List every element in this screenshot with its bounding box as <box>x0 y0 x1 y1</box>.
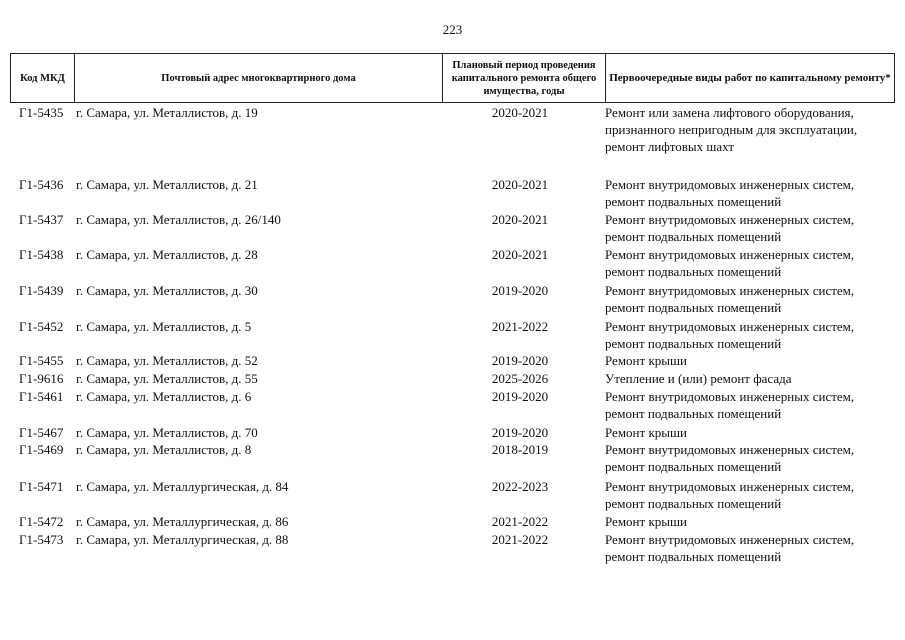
cell-period: 2020-2021 <box>491 212 549 227</box>
cell-works <box>605 352 900 369</box>
cell-works <box>605 388 900 422</box>
cell-works <box>605 318 900 352</box>
cell-period: 2022-2023 <box>491 479 549 494</box>
works-line: ремонт подвальных помещений <box>605 300 782 315</box>
cell-address: г. Самара, ул. Металлистов, д. 26/140 <box>76 212 281 227</box>
cell-works <box>605 282 900 316</box>
cell-code: Г1-5455 <box>19 353 64 368</box>
cell-period: 2021-2022 <box>491 532 549 547</box>
cell-address: г. Самара, ул. Металлистов, д. 30 <box>76 283 258 298</box>
works-line: ремонт подвальных помещений <box>605 496 782 511</box>
cell-period: 2025-2026 <box>491 371 549 386</box>
works-line: Ремонт крыши <box>605 425 687 440</box>
cell-code: Г1-5437 <box>19 212 64 227</box>
cell-code: Г1-5436 <box>19 177 64 192</box>
works-line: Ремонт крыши <box>605 514 687 529</box>
works-line: Ремонт внутридомовых инженерных систем, <box>605 442 855 457</box>
works-line: Ремонт внутридомовых инженерных систем, <box>605 283 855 298</box>
cell-works <box>605 478 900 512</box>
cell-code: Г1-5473 <box>19 532 64 547</box>
cell-address: г. Самара, ул. Металлургическая, д. 88 <box>76 532 289 547</box>
cell-works <box>605 531 900 565</box>
cell-works <box>605 424 900 441</box>
cell-address: г. Самара, ул. Металлистов, д. 6 <box>76 389 252 404</box>
cell-works <box>605 211 900 245</box>
cell-code: Г1-5439 <box>19 283 64 298</box>
works-line: ремонт подвальных помещений <box>605 194 782 209</box>
works-line: ремонт подвальных помещений <box>605 459 782 474</box>
works-line: Ремонт внутридомовых инженерных систем, <box>605 212 855 227</box>
cell-works <box>605 246 900 280</box>
cell-code: Г1-5471 <box>19 479 64 494</box>
works-line: Ремонт внутридомовых инженерных систем, <box>605 177 855 192</box>
works-line: ремонт подвальных помещений <box>605 264 782 279</box>
cell-period: 2019-2020 <box>491 389 549 404</box>
cell-period: 2021-2022 <box>491 514 549 529</box>
works-line: Ремонт крыши <box>605 353 687 368</box>
cell-address: г. Самара, ул. Металлистов, д. 52 <box>76 353 258 368</box>
cell-works <box>605 370 900 387</box>
cell-address: г. Самара, ул. Металлистов, д. 19 <box>76 105 258 120</box>
cell-code: Г1-5461 <box>19 389 64 404</box>
works-line: Ремонт внутридомовых инженерных систем, <box>605 479 855 494</box>
works-line: Ремонт или замена лифтового оборудования, <box>605 105 854 120</box>
cell-period: 2018-2019 <box>491 442 549 457</box>
cell-works <box>605 104 900 155</box>
cell-address: г. Самара, ул. Металлистов, д. 70 <box>76 425 258 440</box>
works-line: Ремонт внутридомовых инженерных систем, <box>605 247 855 262</box>
works-line: Утепление и (или) ремонт фасада <box>605 371 792 386</box>
cell-code: Г1-5435 <box>19 105 64 120</box>
cell-address: г. Самара, ул. Металлургическая, д. 86 <box>76 514 289 529</box>
works-line: Ремонт внутридомовых инженерных систем, <box>605 389 855 404</box>
cell-period: 2021-2022 <box>491 319 549 334</box>
cell-address: г. Самара, ул. Металлистов, д. 55 <box>76 371 258 386</box>
cell-code: Г1-5469 <box>19 442 64 457</box>
header-address: Почтовый адрес многоквартирного дома <box>75 54 443 103</box>
works-line: ремонт подвальных помещений <box>605 549 782 564</box>
cell-period: 2019-2020 <box>491 283 549 298</box>
cell-works <box>605 441 900 475</box>
cell-address: г. Самара, ул. Металлистов, д. 8 <box>76 442 252 457</box>
cell-code: Г1-5472 <box>19 514 64 529</box>
cell-address: г. Самара, ул. Металлистов, д. 21 <box>76 177 258 192</box>
header-code: Код МКД <box>11 54 75 103</box>
cell-period: 2019-2020 <box>491 425 549 440</box>
cell-works <box>605 176 900 210</box>
page-number: 223 <box>442 22 463 37</box>
works-line: ремонт лифтовых шахт <box>605 139 735 154</box>
cell-works <box>605 513 900 530</box>
cell-address: г. Самара, ул. Металлистов, д. 28 <box>76 247 258 262</box>
cell-period: 2020-2021 <box>491 177 549 192</box>
cell-period: 2020-2021 <box>491 247 549 262</box>
works-line: Ремонт внутридомовых инженерных систем, <box>605 319 855 334</box>
works-line: признанного непригодным для эксплуатации, <box>605 122 858 137</box>
works-line: ремонт подвальных помещений <box>605 406 782 421</box>
cell-period: 2020-2021 <box>491 105 549 120</box>
cell-code: Г1-5438 <box>19 247 64 262</box>
cell-code: Г1-5467 <box>19 425 64 440</box>
works-line: ремонт подвальных помещений <box>605 229 782 244</box>
cell-address: г. Самара, ул. Металлистов, д. 5 <box>76 319 252 334</box>
works-line: Ремонт внутридомовых инженерных систем, <box>605 532 855 547</box>
cell-address: г. Самара, ул. Металлургическая, д. 84 <box>76 479 289 494</box>
cell-code: Г1-9616 <box>19 371 64 386</box>
header-works: Первоочередные виды работ по капитальному ремонту* <box>606 54 895 103</box>
cell-code: Г1-5452 <box>19 319 64 334</box>
works-line: ремонт подвальных помещений <box>605 336 782 351</box>
cell-period: 2019-2020 <box>491 353 549 368</box>
header-period: Плановый период проведения капитального ремонта общего имущества, годы <box>443 54 606 103</box>
